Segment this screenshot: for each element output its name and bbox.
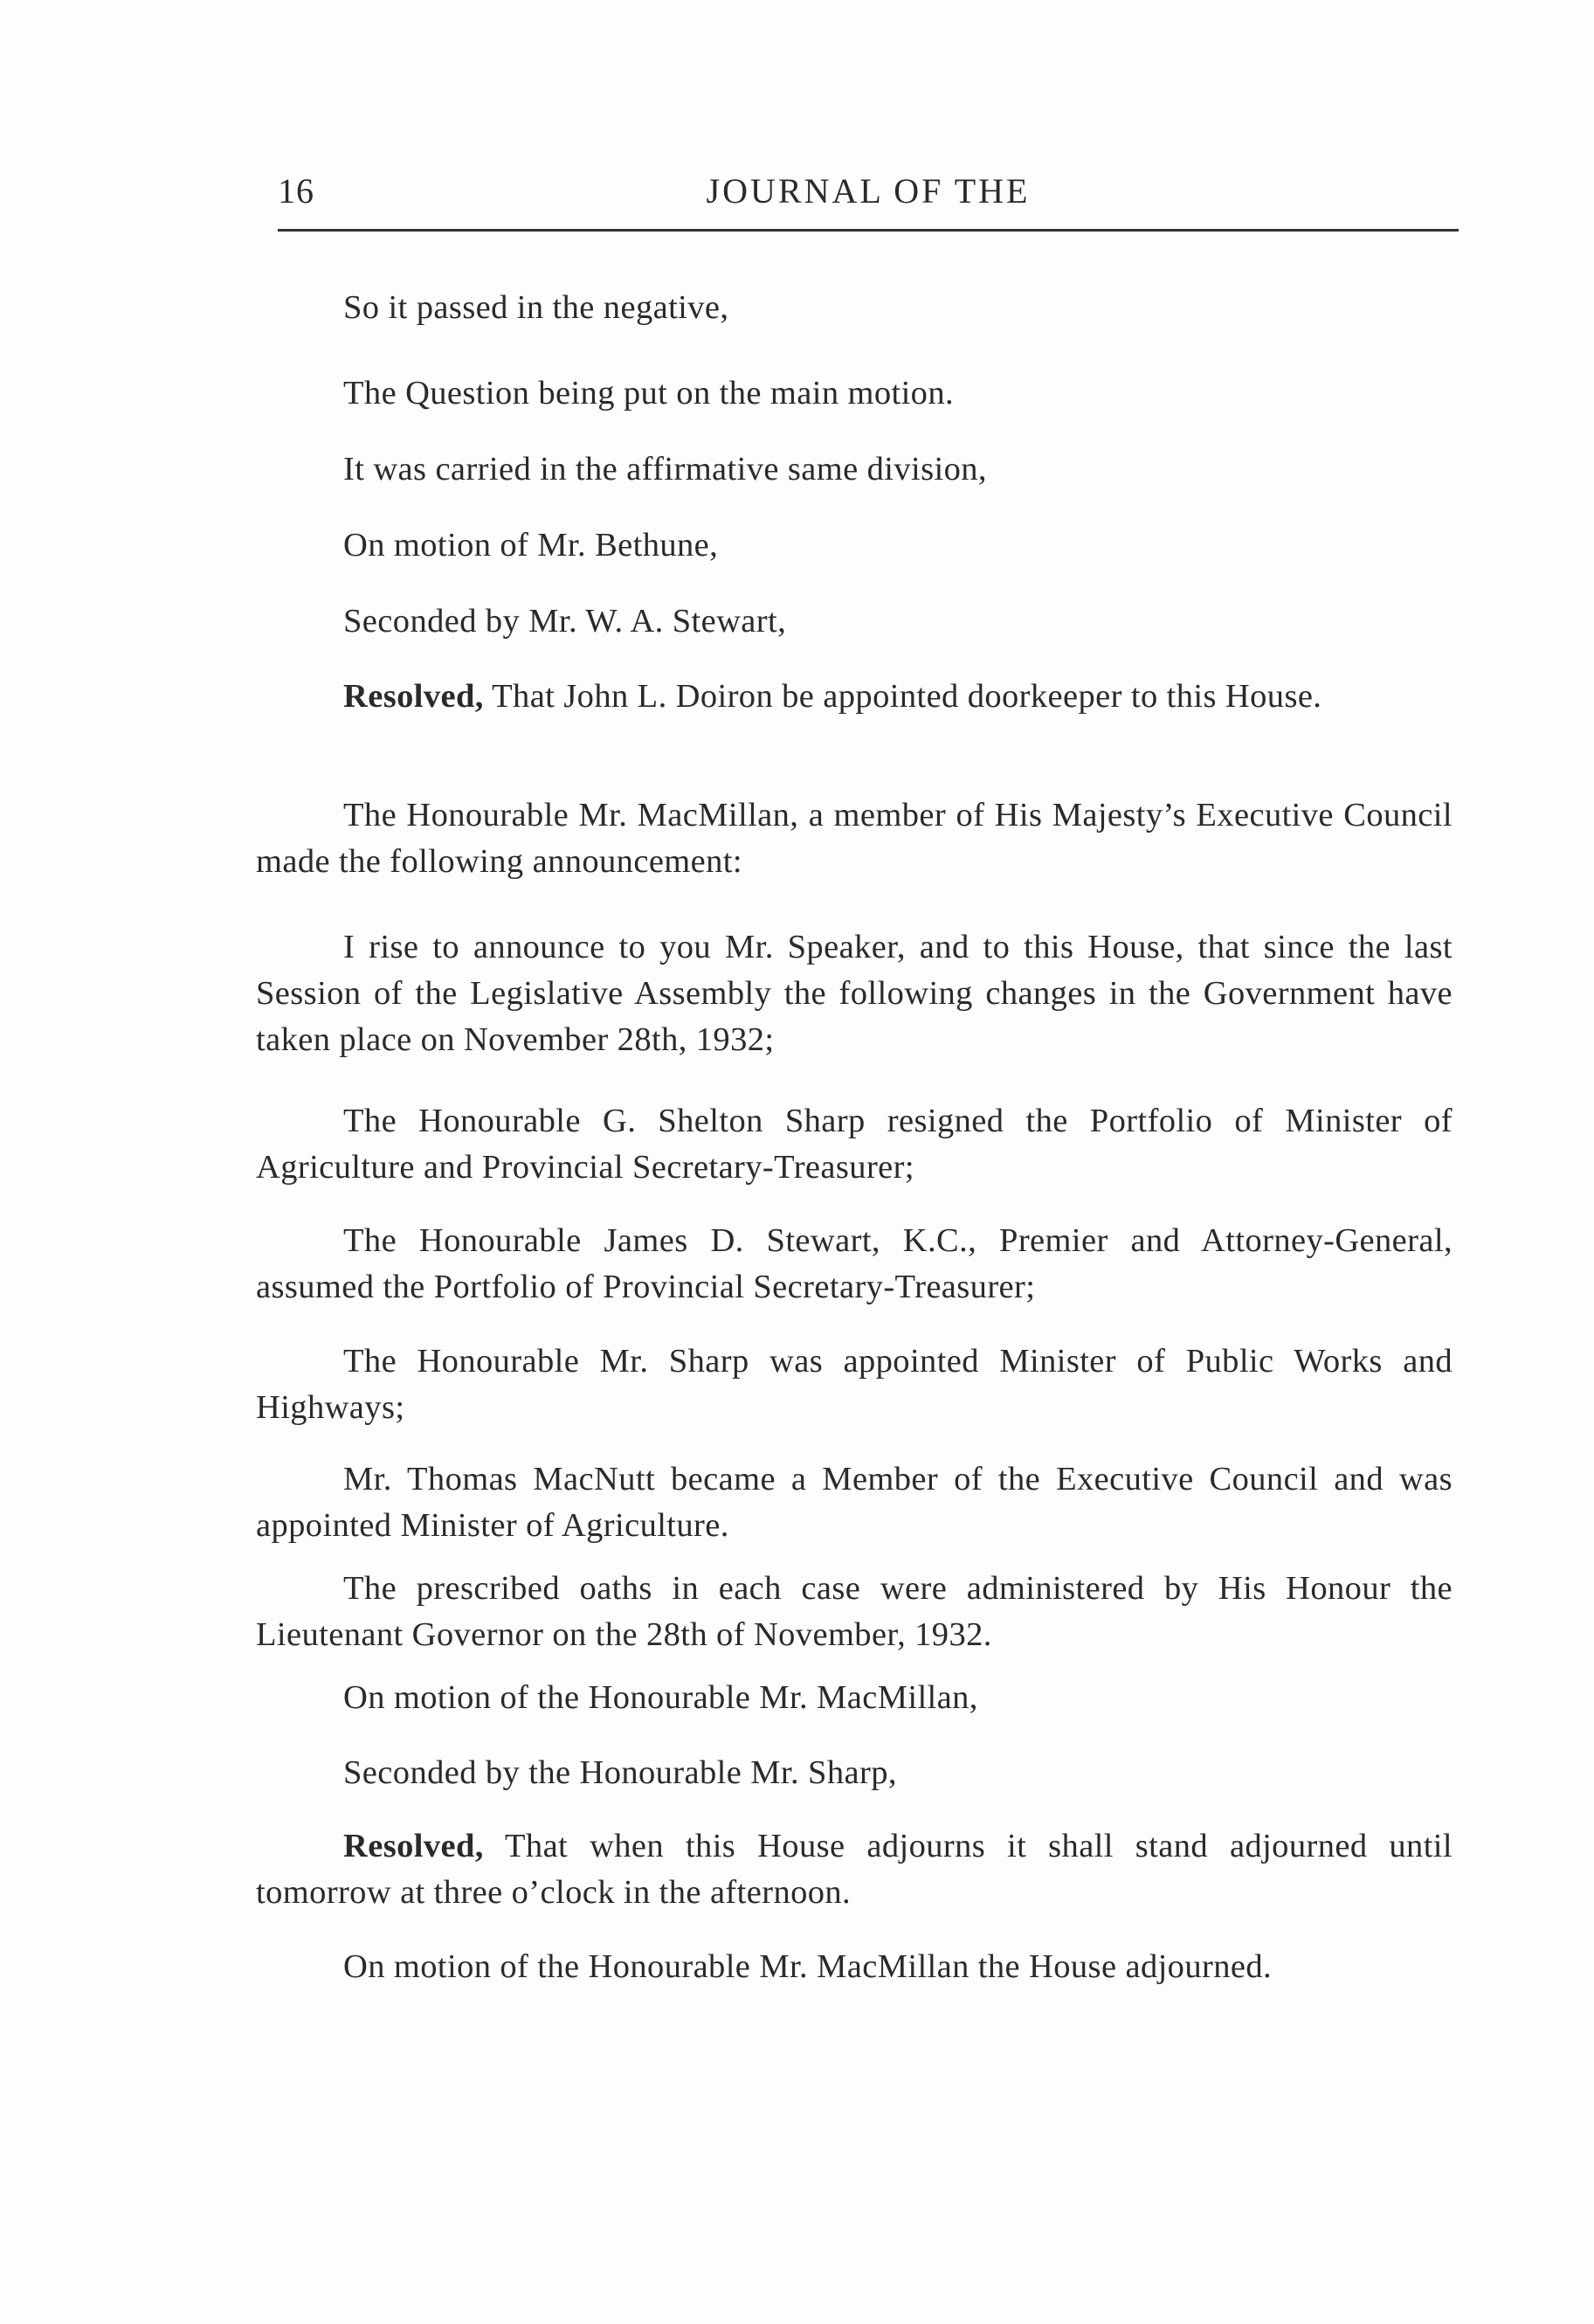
paragraph-macnutt: Mr. Thomas MacNutt became a Member of the Executive Council and was appointed Minister of Agriculture. bbox=[256, 1461, 1453, 1544]
paragraph-negative: So it passed in the negative, bbox=[343, 289, 729, 326]
paragraph-house-adjourned: On motion of the Honourable Mr. MacMillan the House adjourned. bbox=[343, 1948, 1273, 1985]
running-title: JOURNAL OF THE bbox=[706, 171, 1031, 211]
paragraph-resolved-adjourn: Resolved, That when this House adjourns it shall stand adjourned until tomorrow at three o’clock in the afternoon. bbox=[256, 1828, 1453, 1911]
paragraph-carried-affirmative: It was carried in the affirmative same division, bbox=[343, 451, 987, 488]
resolved-label: Resolved, bbox=[343, 678, 484, 715]
paragraph-seconded-stewart: Seconded by Mr. W. A. Stewart, bbox=[343, 603, 787, 640]
paragraph-motion-macmillan: On motion of the Honourable Mr. MacMillan, bbox=[343, 1679, 978, 1716]
paragraph-announcement-intro: The Honourable Mr. MacMillan, a member of His Majesty’s Executive Council made the following announcement: bbox=[256, 797, 1453, 880]
page-header bbox=[278, 170, 1459, 223]
paragraph-resolved-doorkeeper: Resolved, That John L. Doiron be appointed doorkeeper to this House. bbox=[343, 678, 1322, 715]
header-rule bbox=[278, 229, 1459, 232]
paragraph-seconded-sharp: Seconded by the Honourable Mr. Sharp, bbox=[343, 1754, 897, 1791]
paragraph-announcement: I rise to announce to you Mr. Speaker, and to this House, that since the last Session of the Legislative Assembly the following changes in the Government have taken place on November 28th, 1932; bbox=[256, 929, 1453, 1058]
paragraph-oaths: The prescribed oaths in each case were administered by His Honour the Lieutenant Governor on the 28th of November, 1932. bbox=[256, 1570, 1453, 1653]
paragraph-stewart-assumed: The Honourable James D. Stewart, K.C., Premier and Attorney-General, assumed the Portfolio of Provincial Secretary-Treasurer; bbox=[256, 1222, 1453, 1305]
paragraph-motion-bethune: On motion of Mr. Bethune, bbox=[343, 527, 719, 564]
paragraph-question-put: The Question being put on the main motion. bbox=[343, 375, 955, 412]
resolved-label: Resolved, bbox=[343, 1828, 484, 1864]
page-number: 16 bbox=[278, 171, 314, 211]
paragraph-sharp-appointed: The Honourable Mr. Sharp was appointed Minister of Public Works and Highways; bbox=[256, 1343, 1453, 1426]
paragraph-sharp-resigned: The Honourable G. Shelton Sharp resigned the Portfolio of Minister of Agriculture and Provincial Secretary-Treasurer; bbox=[256, 1103, 1453, 1186]
